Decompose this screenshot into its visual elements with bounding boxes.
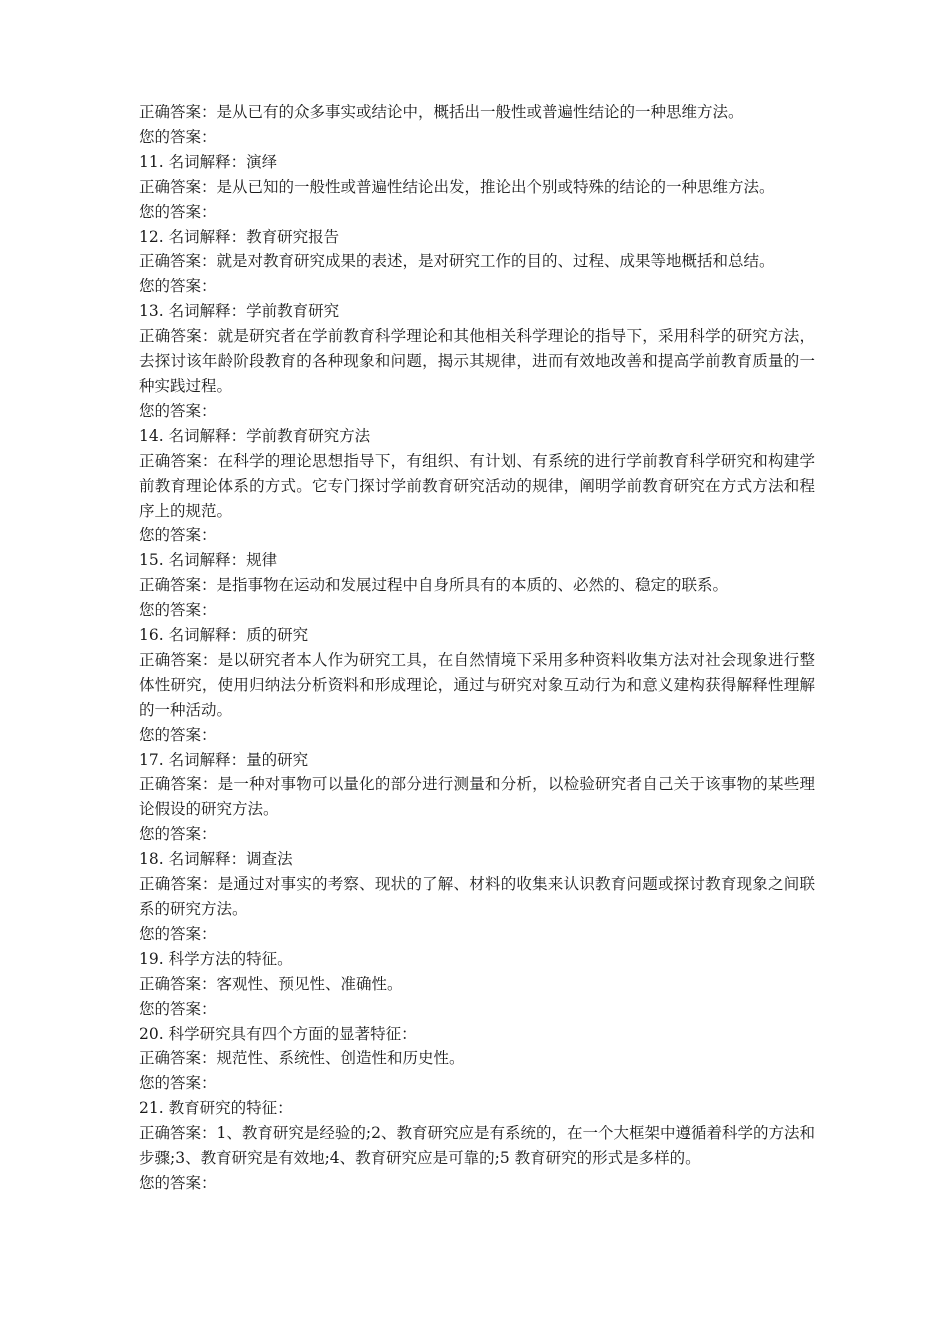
question-entry-17 [139, 748, 815, 848]
question-text: 12. 名词解释：教育研究报告 [139, 227, 340, 246]
answer-text: 正确答案：1、教育研究是经验的;2、教育研究应是有系统的，在一个大框架中遵循着科学的方法和步骤;3、教育研究是有效地;4、教育研究应是可靠的;5 教育研究的形式是多样的。 [139, 1124, 815, 1168]
your-answer-label: 您的答案： [139, 601, 217, 620]
answer-text: 正确答案：是指事物在运动和发展过程中自身所具有的本质的、必然的、稳定的联系。 [139, 576, 729, 595]
question-text: 20. 科学研究具有四个方面的显著特征： [139, 1024, 417, 1043]
question-entry-16 [139, 623, 815, 748]
question-entry-18 [139, 847, 815, 947]
your-answer-label: 您的答案： [139, 999, 217, 1018]
question-text: 13. 名词解释：学前教育研究 [139, 302, 340, 321]
question-entry-15 [139, 548, 815, 623]
question-entry-11 [139, 150, 815, 225]
answer-text: 正确答案：客观性、预见性、准确性。 [139, 974, 403, 993]
question-text: 11. 名词解释：演绎 [139, 152, 278, 171]
your-answer-label: 您的答案： [139, 202, 217, 221]
your-answer-label: 您的答案： [139, 127, 217, 146]
question-entry-21 [139, 1096, 815, 1196]
your-answer-label: 您的答案： [139, 825, 217, 844]
question-text: 14. 名词解释：学前教育研究方法 [139, 426, 371, 445]
answer-text: 正确答案：在科学的理论思想指导下，有组织、有计划、有系统的进行学前教育科学研究和构建学前教育理论体系的方式。它专门探讨学前教育研究活动的规律，阐明学前教育研究在方式方法和程序上的规范。 [139, 451, 815, 520]
question-entry-14 [139, 424, 815, 549]
answer-text: 正确答案：就是对教育研究成果的表述，是对研究工作的目的、过程、成果等地概括和总结。 [139, 252, 775, 271]
your-answer-label: 您的答案： [139, 277, 217, 296]
answer-text: 正确答案：规范性、系统性、创造性和历史性。 [139, 1049, 465, 1068]
answer-text: 正确答案：是从已知的一般性或普遍性结论出发，推论出个别或特殊的结论的一种思维方法。 [139, 177, 775, 196]
answer-text: 正确答案：是一种对事物可以量化的部分进行测量和分析，以检验研究者自己关于该事物的某些理论假设的研究方法。 [139, 775, 815, 819]
answer-text: 正确答案：是通过对事实的考察、现状的了解、材料的收集来认识教育问题或探讨教育现象之间联系的研究方法。 [139, 875, 815, 918]
question-text: 19. 科学方法的特征。 [139, 949, 293, 968]
question-text: 15. 名词解释：规律 [139, 551, 278, 570]
question-entry-19 [139, 947, 815, 1022]
question-text: 18. 名词解释：调查法 [139, 850, 293, 869]
your-answer-label: 您的答案： [139, 526, 217, 545]
your-answer-label: 您的答案： [139, 1173, 217, 1192]
your-answer-label: 您的答案： [139, 924, 217, 943]
question-entry-12 [139, 225, 815, 300]
answer-text: 正确答案：是以研究者本人作为研究工具，在自然情境下采用多种资料收集方法对社会现象进行整体性研究，使用归纳法分析资料和形成理论，通过与研究对象互动行为和意义建构获得解释性理解的一种活动。 [139, 650, 815, 719]
question-text: 17. 名词解释：量的研究 [139, 750, 309, 769]
question-entry-20 [139, 1022, 815, 1097]
question-entry-13 [139, 299, 815, 424]
your-answer-label: 您的答案： [139, 725, 217, 744]
question-text: 16. 名词解释：质的研究 [139, 626, 309, 645]
intro-entry [139, 100, 815, 150]
question-text: 21. 教育研究的特征： [139, 1099, 293, 1118]
answer-text: 正确答案：就是研究者在学前教育科学理论和其他相关科学理论的指导下，采用科学的研究方法，去探讨该年龄阶段教育的各种现象和问题，揭示其规律，进而有效地改善和提高学前教育质量的一种实践过程。 [139, 327, 815, 395]
answer-text: 正确答案：是从已有的众多事实或结论中，概括出一般性或普遍性结论的一种思维方法。 [139, 103, 744, 121]
your-answer-label: 您的答案： [139, 1074, 217, 1093]
document-page [139, 100, 815, 1196]
your-answer-label: 您的答案： [139, 401, 217, 420]
